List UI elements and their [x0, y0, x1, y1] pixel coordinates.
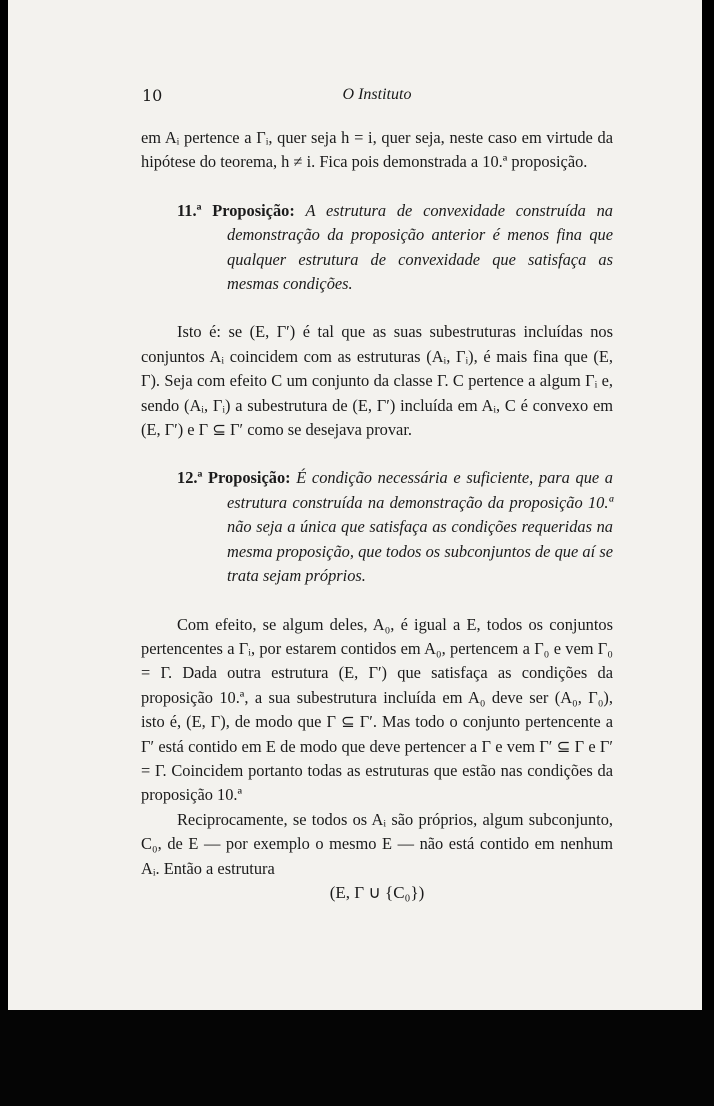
paragraph-proof-12: Com efeito, se algum deles, A₀, é igual a E, todos os conjuntos pertencentes a Γᵢ, por estarem contidos em A₀, pertencem a Γ₀ e vem Γ₀ = Γ. Dada outra estrutura (E, Γ′) que satisfaça as condições da proposição 10.ª, a sua subestrutura incluída em A₀ deve ser (A₀, Γ₀), isto é, (E, Γ), de modo que Γ ⊆ Γ′. Mas todo o conjunto pertencente a Γ′ está contido em E de modo que deve pertencer a Γ e vem Γ′ ⊆ Γ e Γ′ = Γ. Coincidem portanto todas as estruturas que estão nas condições da proposição 10.ª	[141, 614, 613, 805]
proposition-11-label: 11.ª Proposição:	[177, 200, 306, 220]
scan-border-bottom	[0, 1010, 714, 1106]
proposition-11	[141, 199, 613, 297]
paragraph-reciprocal: Reciprocamente, se todos os Aᵢ são próprios, algum subconjunto, C₀, de E — por exemplo o mesmo E — não está contido em nenhum Aᵢ. Então a estrutura	[141, 809, 613, 878]
proposition-12	[141, 466, 613, 588]
paragraph-continuation: em Aᵢ pertence a Γᵢ, quer seja h = i, quer seja, neste caso em virtude da hipótese do teorema, h ≠ i. Fica pois demonstrada a 10.ª proposição.	[141, 128, 613, 172]
proposition-12-statement: É condição necessária e suficiente, para que a estrutura construída na demonstração da proposição 10.ª não seja a única que satisfaça as condições requeridas na mesma proposição, que todos os subconjuntos de que aí se trata sejam próprios.	[227, 468, 614, 586]
proposition-12-label: 12.ª Proposição:	[177, 468, 297, 488]
page-body	[141, 126, 613, 905]
page-number: 10	[142, 86, 163, 105]
paragraph-proof-11: Isto é: se (E, Γ′) é tal que as suas subestruturas incluídas nos conjuntos Aᵢ coincidem com as estruturas (Aᵢ, Γᵢ), é mais fina que (E, Γ). Seja com efeito C um conjunto da classe Γ. C pertence a algum Γᵢ e, sendo (Aᵢ, Γᵢ) a subestrutura de (E, Γ′) incluída em Aᵢ, C é convexo em (E, Γ′) e Γ ⊆ Γ′ como se desejava provar.	[141, 322, 613, 440]
running-title: O Instituto	[342, 86, 412, 103]
formula: (E, Γ ∪ {C₀})	[329, 882, 425, 902]
proposition-11-statement: A estrutura de convexidade construída na demonstração da proposição anterior é menos fina que qualquer estrutura de convexidade que satisfaça as mesmas condições.	[227, 200, 613, 294]
